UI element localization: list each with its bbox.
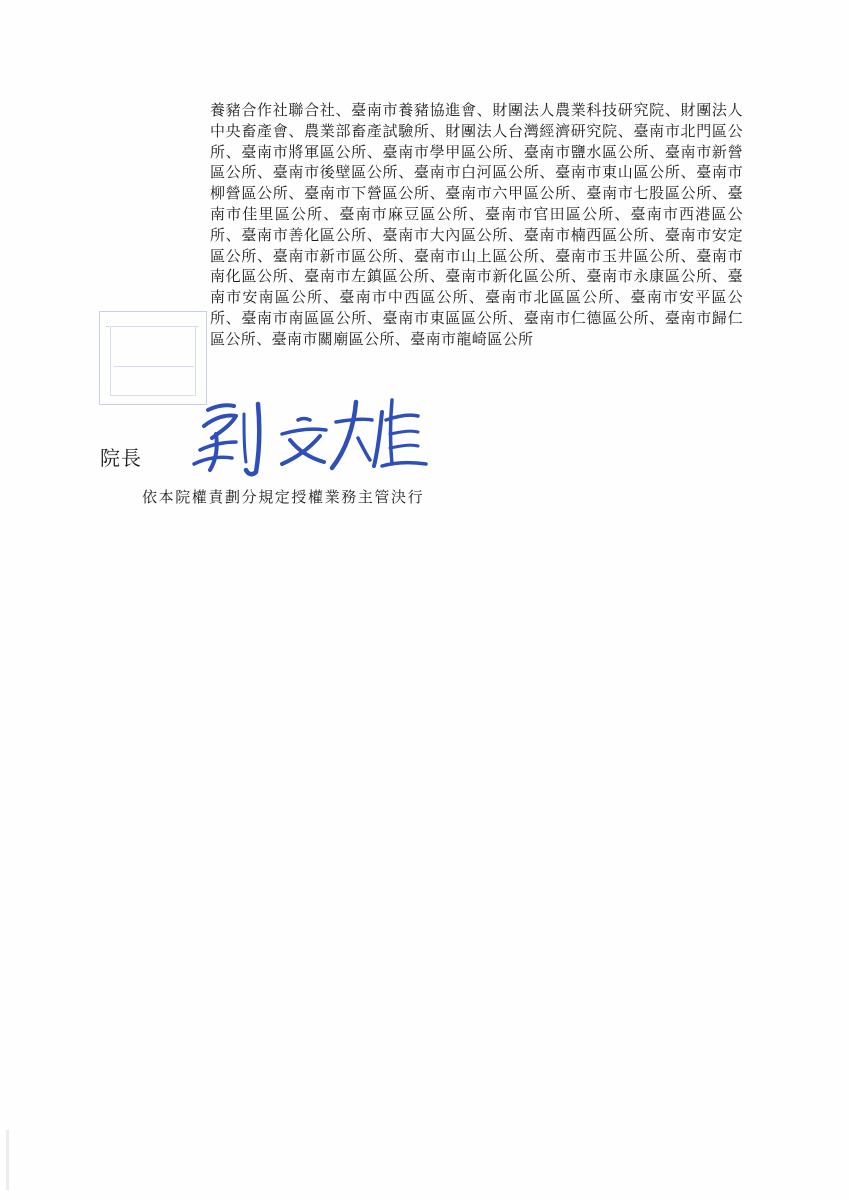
handwritten-signature — [186, 392, 436, 482]
scan-edge-mark — [6, 1130, 9, 1190]
delegation-note: 依本院權責劃分規定授權業務主管決行 — [142, 488, 425, 506]
signer-title: 院長 — [100, 446, 142, 470]
recipients-list: 養豬合作社聯合社、臺南市養豬協進會、財團法人農業科技研究院、財團法人中央畜產會、農業部畜產試驗所、財團法人台灣經濟研究院、臺南市北門區公所、臺南市將軍區公所、臺南市學甲區公所、臺南市鹽水區公所、臺南市新營區公所、臺南市後壁區公所、臺南市白河區公所、臺南市東山區公所、臺南市柳營區公所、臺南市下營區公所、臺南市六甲區公所、臺南市七股區公所、臺南市佳里區公所、臺南市麻豆區公所、臺南市官田區公所、臺南市西港區公所、臺南市善化區公所、臺南市大內區公所、臺南市楠西區公所、臺南市安定區公所、臺南市新市區公所、臺南市山上區公所、臺南市玉井區公所、臺南市南化區公所、臺南市左鎮區公所、臺南市新化區公所、臺南市永康區公所、臺南市安南區公所、臺南市中西區公所、臺南市北區區公所、臺南市安平區公所、臺南市南區區公所、臺南市東區區公所、臺南市仁德區公所、臺南市歸仁區公所、臺南市關廟區公所、臺南市龍崎區公所 — [210, 101, 743, 348]
stamp-line — [114, 356, 194, 367]
faint-receipt-stamp — [99, 311, 207, 405]
